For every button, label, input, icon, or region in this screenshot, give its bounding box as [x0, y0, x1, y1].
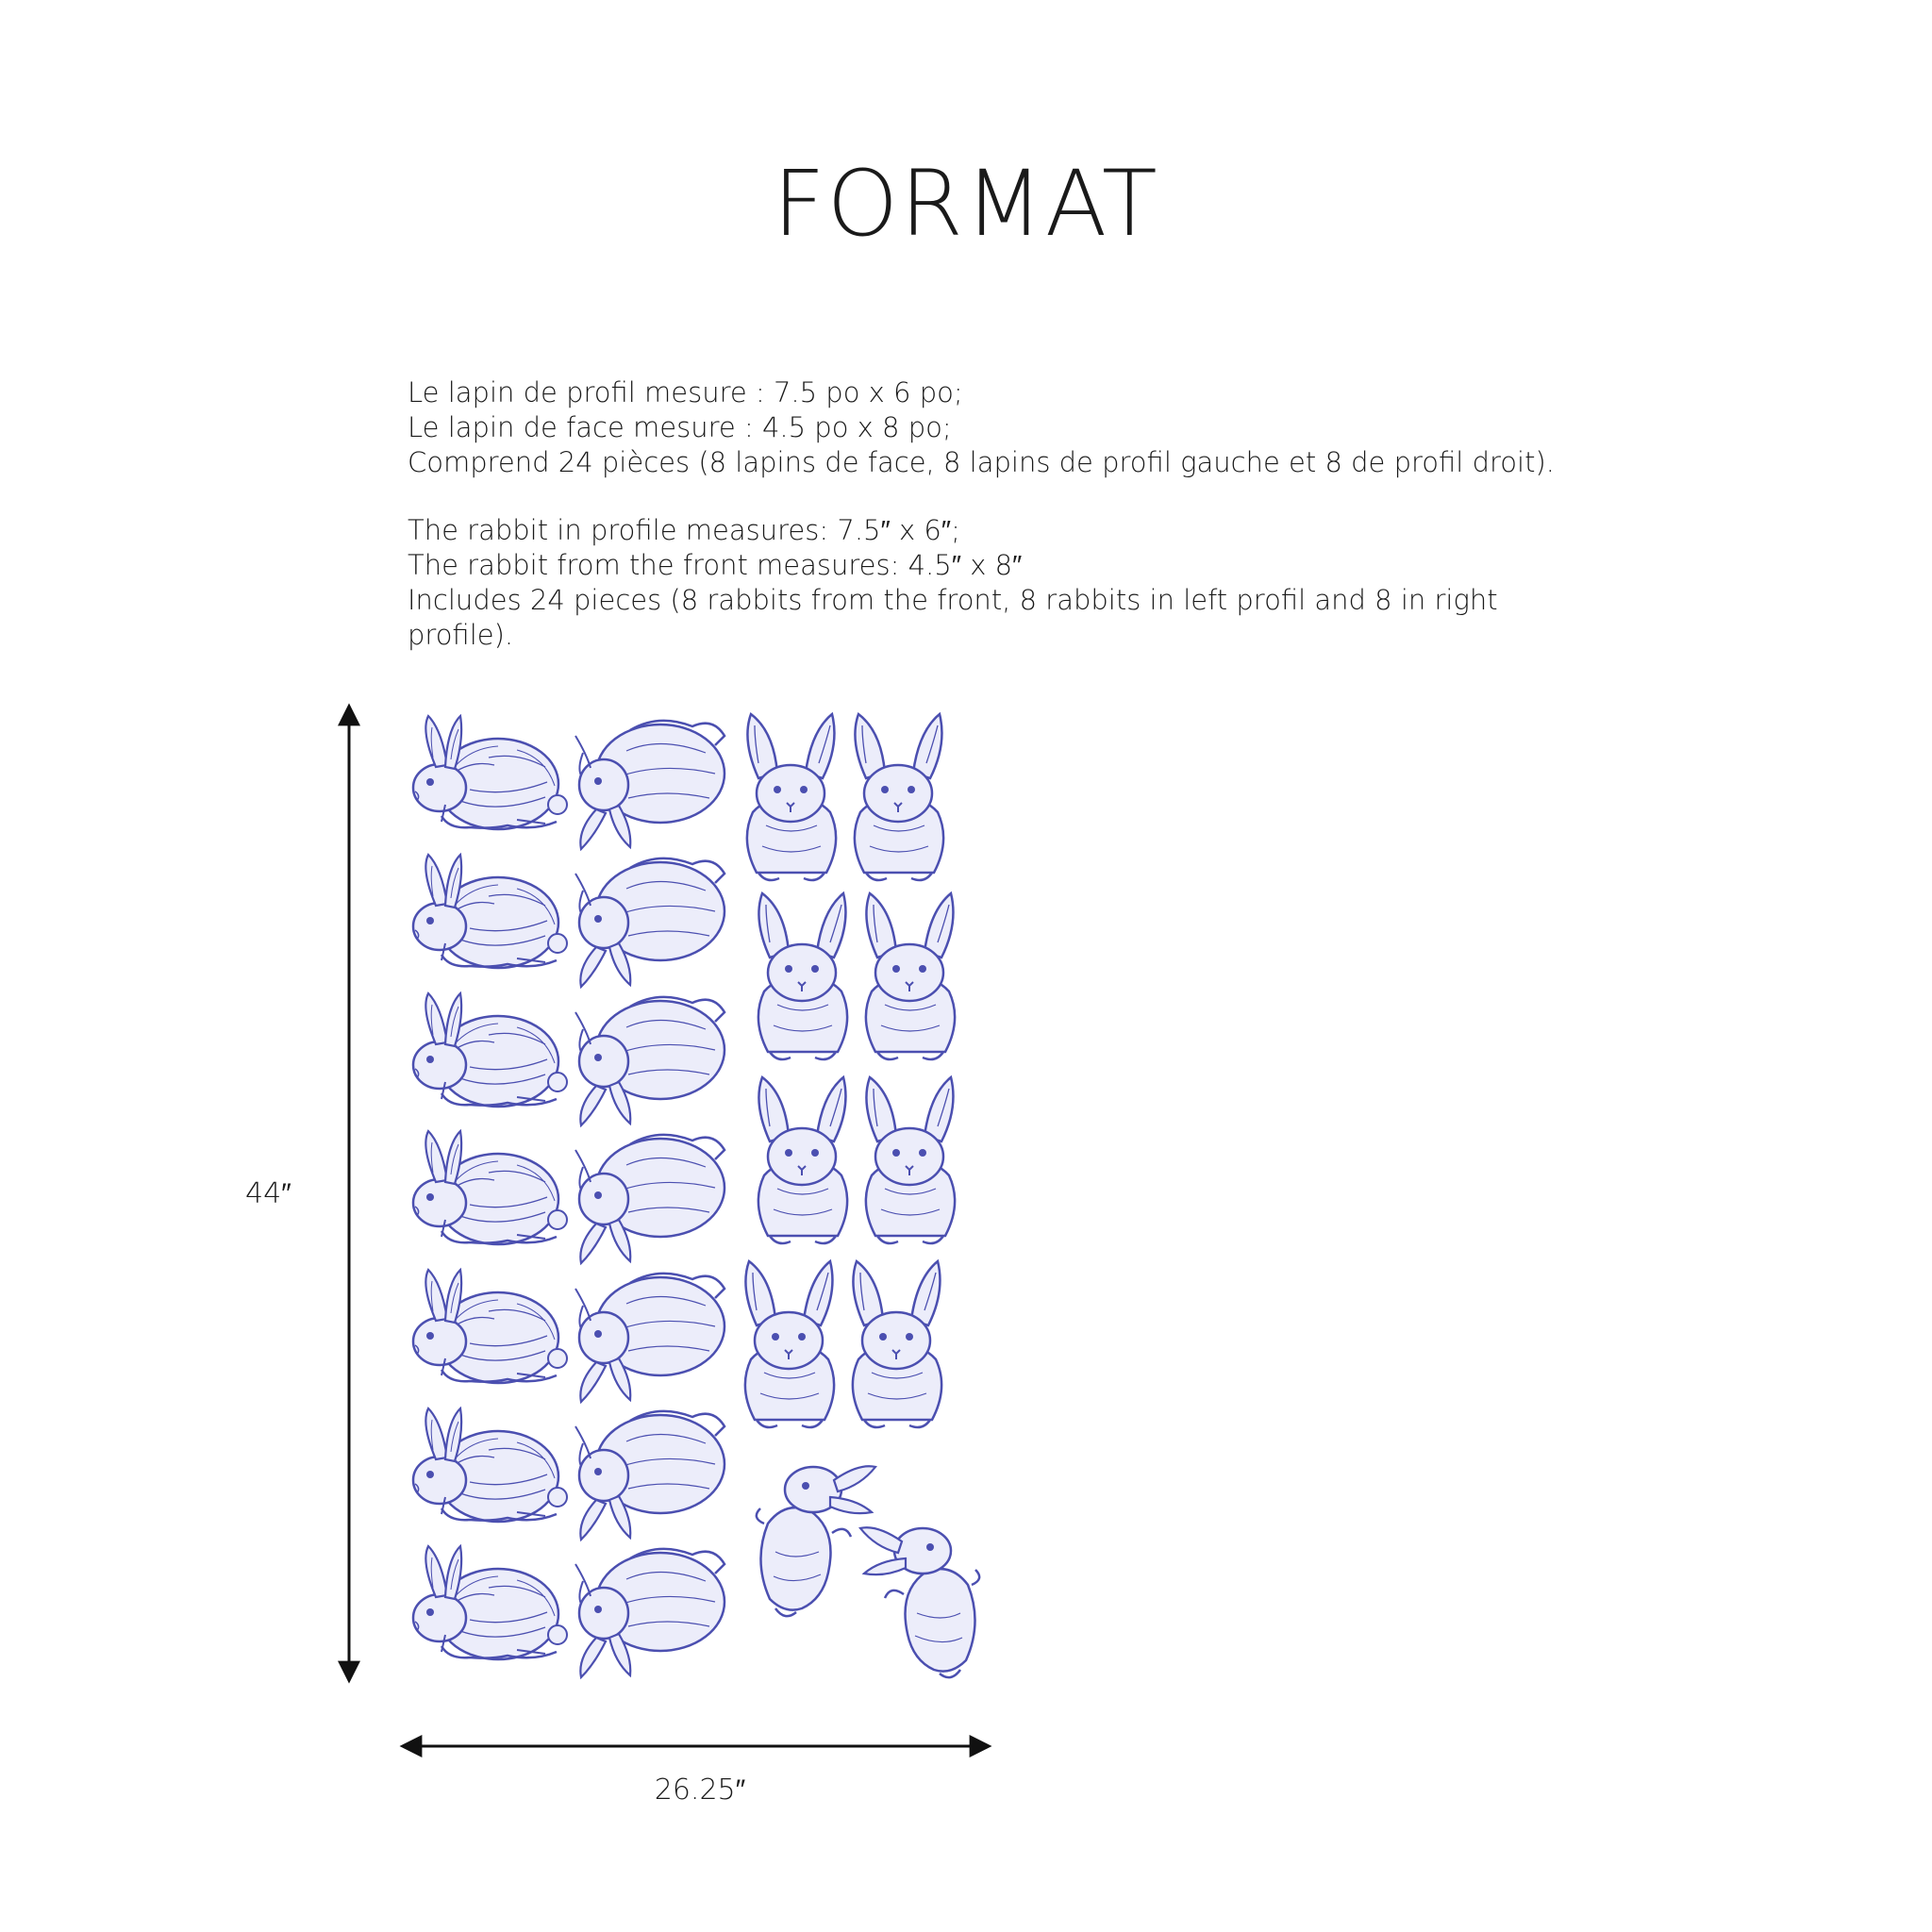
rabbit-profile-left-3 [413, 993, 567, 1107]
rabbit-profile-left-5 [413, 1270, 567, 1383]
rabbit-front-1 [747, 714, 836, 880]
page-title: FORMAT [773, 151, 1159, 257]
rabbit-profile-left-1 [413, 716, 567, 829]
dancing-rabbits [757, 1466, 979, 1677]
column-profile-left [413, 716, 567, 1659]
rabbit-front-6 [866, 1077, 955, 1243]
rabbit-profile-left-6 [413, 1408, 567, 1522]
fr-line-2: Le lapin de face mesure : 4.5 po x 8 po; [408, 411, 952, 443]
en-line-3: Includes 24 pieces (8 rabbits from the front, 8 rabbits in left profil and 8 in right [408, 584, 1498, 616]
rabbit-profile-right-3 [575, 997, 724, 1125]
rabbit-dancing-1 [757, 1466, 875, 1616]
rabbit-front-8 [853, 1261, 941, 1427]
rabbit-profile-right-2 [575, 858, 724, 987]
rabbit-profile-right-6 [575, 1411, 724, 1540]
column-profile-right [575, 721, 724, 1677]
rabbit-front-2 [855, 714, 943, 880]
fr-line-1: Le lapin de profil mesure : 7.5 po x 6 po; [408, 376, 963, 408]
rabbit-profile-right-5 [575, 1274, 724, 1402]
rabbit-profile-left-2 [413, 855, 567, 968]
en-line-4: profile). [408, 619, 514, 651]
fr-line-3: Comprend 24 pièces (8 lapins de face, 8 lapins de profil gauche et 8 de profil droit). [408, 446, 1555, 478]
en-line-1: The rabbit in profile measures: 7.5″ x 6″; [408, 514, 960, 546]
rabbit-profile-right-4 [575, 1135, 724, 1263]
rabbit-profile-left-7 [413, 1546, 567, 1659]
en-line-2: The rabbit from the front measures: 4.5″ x 8″ [408, 549, 1023, 581]
height-label: 44″ [245, 1177, 291, 1210]
rabbit-front-4 [866, 893, 955, 1059]
rabbit-front-7 [745, 1261, 834, 1427]
rabbit-dancing-2 [860, 1527, 979, 1677]
rabbit-front-3 [758, 893, 847, 1059]
rabbit-profile-right-7 [575, 1549, 724, 1677]
front-rabbits [745, 714, 955, 1427]
width-label: 26.25″ [654, 1774, 746, 1807]
rabbit-profile-left-4 [413, 1131, 567, 1244]
rabbit-profile-right-1 [575, 721, 724, 849]
rabbit-front-5 [758, 1077, 847, 1243]
